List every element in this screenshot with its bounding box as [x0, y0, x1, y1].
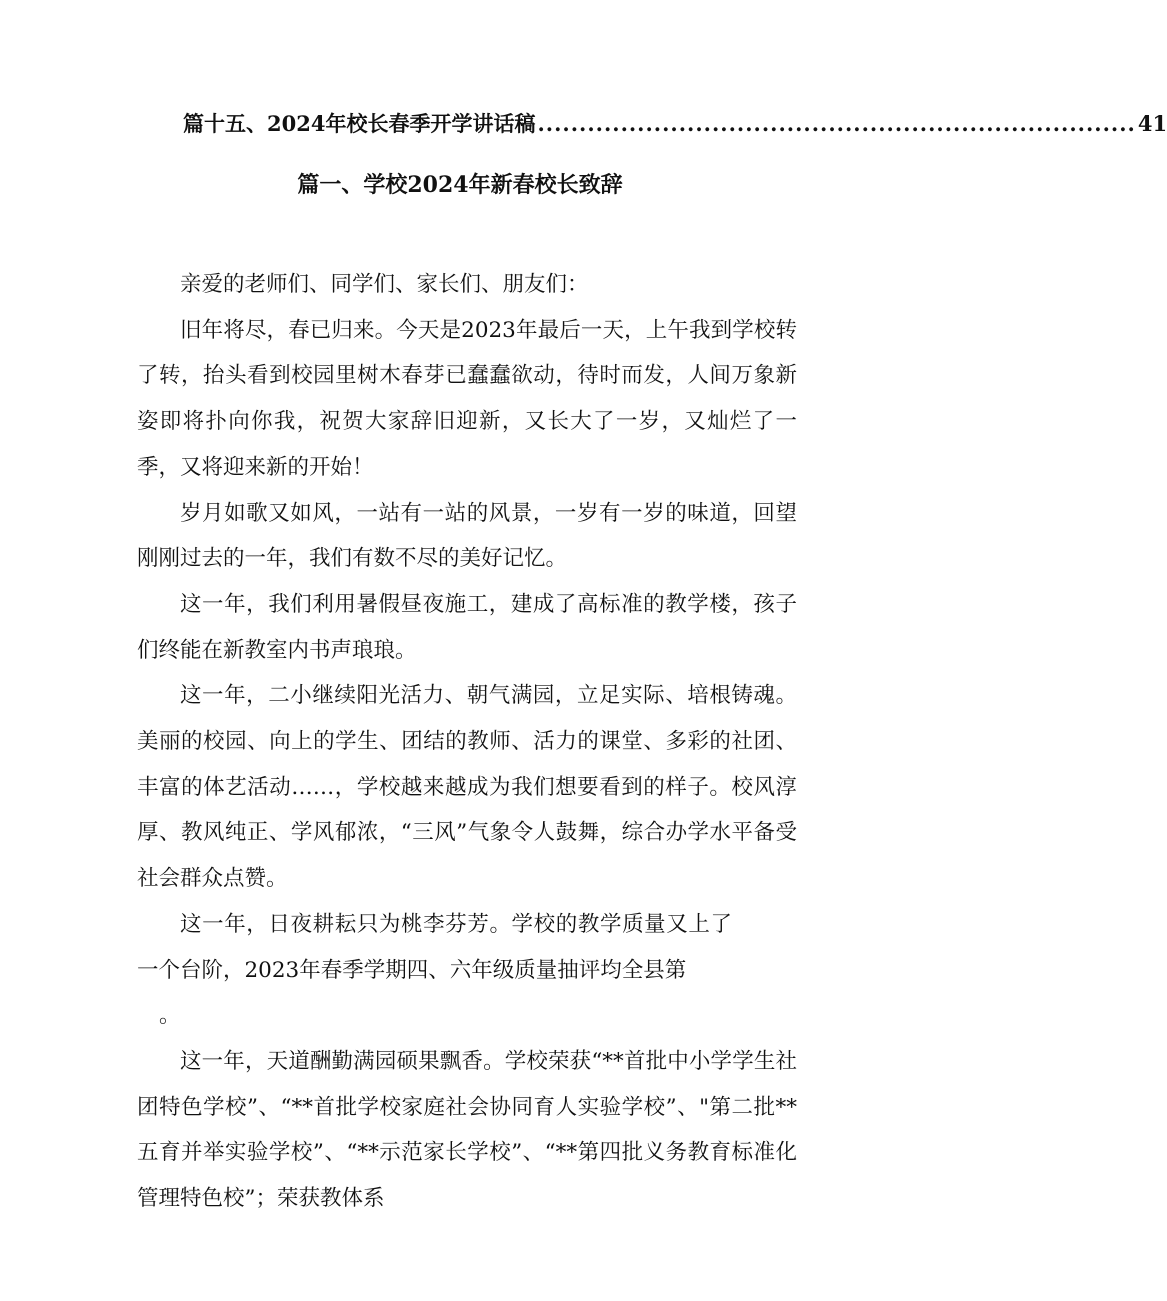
paragraph: 这一年，天道酬勤满园硕果飘香。学校荣获“**首批中小学学生社团特色学校”、“**首批学校家庭社会协同育人实验学校”、"第二批**五育并举实验学校”、“**示范家长学校”、“**第四批义务教育标准化管理特色校”；荣获教体系 [137, 1048, 797, 1212]
toc-page-number: 41 [1137, 111, 1167, 136]
paragraph: 旧年将尽，春已归来。今天是2023年最后一天，上午我到学校转了转，抬头看到校园里树木春芽已蠢蠢欲动，待时而发，人间万象新姿即将扑向你我，祝贺大家辞旧迎新，又长大了一岁，又灿烂了一季，又将迎来新的开始！ [137, 317, 797, 480]
paragraph: 这一年，我们利用暑假昼夜施工，建成了高标准的教学楼，孩子们终能在新教室内书声琅琅。 [137, 591, 797, 663]
toc-entry-title: 篇十五、2024年校长春季开学讲话稿 [183, 111, 536, 136]
section-heading: 篇一、学校2024年新春校长致辞 [297, 172, 623, 198]
toc-dot-leader: ........................................................................ [537, 111, 1136, 136]
paragraph-salutation: 亲爱的老师们、同学们、家长们、朋友们： [180, 272, 589, 297]
toc-entry[interactable] [183, 108, 1167, 148]
speech-body [137, 262, 797, 1222]
paragraph-fragment: 。 [159, 1003, 181, 1029]
paragraph: 这一年，二小继续阳光活力、朝气满园，立足实际、培根铸魂。美丽的校园、向上的学生、团结的教师、活力的课堂、多彩的社团、丰富的体艺活动……，学校越来越成为我们想要看到的样子。校风淳厚、教风纯正、学风郁浓，“三风”气象令人鼓舞，综合办学水平备受社会群众点赞。 [137, 683, 797, 892]
paragraph: 岁月如歌又如风，一站有一站的风景，一岁有一岁的味道，回望刚刚过去的一年，我们有数不尽的美好记忆。 [137, 500, 797, 572]
paragraph: 这一年，日夜耕耘只为桃李芬芳。学校的教学质量又上了一个台阶，2023年春季学期四、六年级质量抽评均全县第 [137, 911, 732, 983]
